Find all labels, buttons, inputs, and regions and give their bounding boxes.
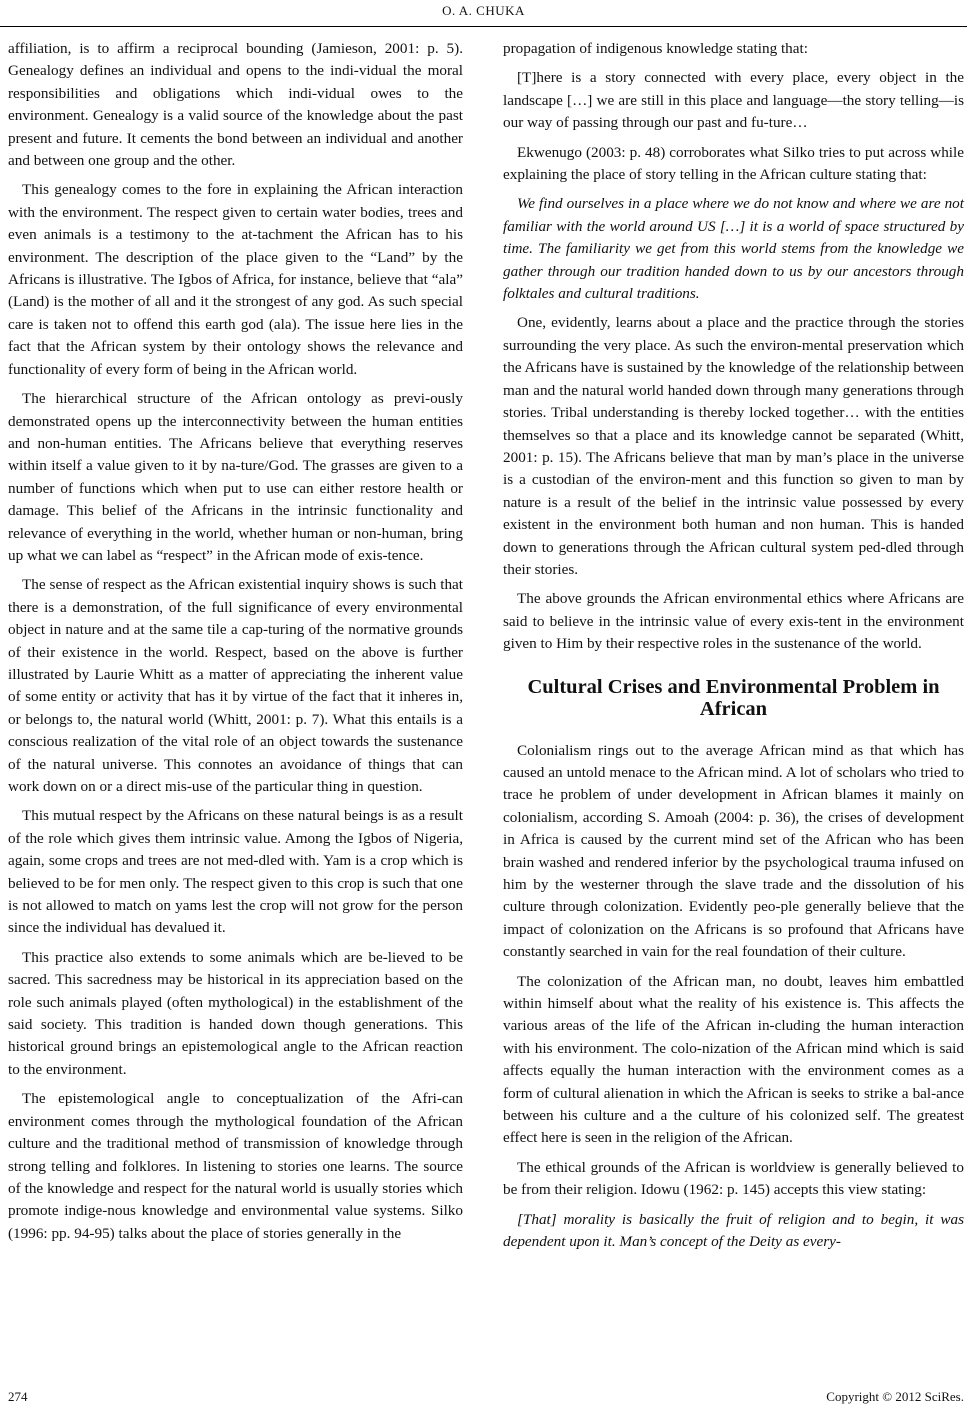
right-paragraph-1: propagation of indigenous knowledge stating that: xyxy=(503,40,808,57)
left-paragraph-7: The epistemological angle to conceptualization of the Afri-can environment comes through the mythological foundation of the African culture and the traditional method of transmission of knowledge through strong telling and folklores. In listening to stories one learns. The source of the knowledge and respect for the natural world is usually stories which promote indige-nous knowledge and environmental value systems. Silko (1996: pp. 94-95) talks about the place of stories generally in the xyxy=(8,1090,463,1242)
left-paragraph-3: The hierarchical structure of the African ontology as previ-ously demonstrated opens up the interconnectivity between the human entities and non-human entities. The Africans believe that everything reserves within itself a value given to it by na-ture/God. The grasses are given to a number of functions which when put to use can either restore health or damage. This belief of the Africans in the intrinsic functionality and relevance of everything in the world, whether human or non-human, bring up what we can label as “respect” in the African mode of exis-tence. xyxy=(8,390,463,564)
right-paragraph-4: The above grounds the African environmental ethics where Africans are said to believe in the intrinsic value of every exis-tent in the environment given to Him by their respective roles in the sustenance of the world. xyxy=(503,590,964,653)
block-quote-idowu: [That] morality is basically the fruit of religion and to begin, it was dependent upon it. Man’s concept of the Deity as every- xyxy=(503,1210,964,1251)
left-column xyxy=(8,38,463,1252)
right-column xyxy=(503,38,964,1261)
header-rule xyxy=(0,26,967,27)
running-head: O. A. CHUKA xyxy=(442,3,525,18)
right-paragraph-3: One, evidently, learns about a place and the practice through the stories surrounding the very place. As such the environ-mental preservation which the Africans have is sustained by the knowledge of the relationship between man and the natural world handed down through many generations through stories. Tribal understanding is thereby locked together… with the entities themselves so that a place and its knowledge cannot be separated (Whitt, 2001: p. 15). The Africans believe that man by man’s place in the universe is a custodian of the environ-ment and this function so given to man by nature is a result of the belief in the intrinsic value possessed by every existent in the environment both human and non human. This is handed down to generations through the African cultural system ped-dled through their stories. xyxy=(503,314,964,578)
block-quote-silko: [T]here is a story connected with every place, every object in the landscape […] we are still in this place and language—the story telling—is our way of passing through our past and fu-ture… xyxy=(503,69,964,132)
left-paragraph-1: affiliation, is to affirm a reciprocal bounding (Jamieson, 2001: p. 5). Genealogy defines an individual and opens to the indi-vidual the moral responsibilities and obligations which indi-vidual owes to the environment. Genealogy is a valid source of the knowledge about the past present and future. It cements the bond between an individual and another and between one group and the other. xyxy=(8,40,463,170)
section-heading: Cultural Crises and Environmental Problem in African xyxy=(527,675,940,720)
block-quote-ekwenugo: We find ourselves in a place where we do not know and where we are not familiar with the world around US […] it is a world of space structured by time. The familiarity we get from this world stems from the knowledge we gather through our tradition handed down to us by our ancestors through folktales and cultural traditions. xyxy=(503,195,964,303)
left-paragraph-4: The sense of respect as the African existential inquiry shows is such that there is a demonstration, of the full significance of every environmental object in nature and at the same tile a cap-turing of the normative grounds of their existence in the world. Respect, based on the above is further illustrated by Laurie Whitt as a matter of appreciating the inherent value of some entity or activity that has it by virtue of the fact that it inheres in, or belongs to, the natural world (Whitt, 2001: p. 7). What this entails is a conscious realization of the vital role of an object towards the sustenance of the natural universe. This connotes an avoidance of things that can work down on or a direct mis-use of the particular thing in question. xyxy=(8,576,463,795)
right-paragraph-5: Colonialism rings out to the average African mind as that which has caused an untold menace to the African mind. A lot of scholars who tried to trace he problem of under development in African blames it mainly on colonialism, according S. Amoah (2004: p. 36), the crises of development in Africa is caused by the current mind set of the African who has been brain washed and rendered inferior by the psychological trauma infused on him by the westerner through the slave trade and the dissolution of his culture through colonization. Evidently peo-ple generally believe that the impact of colonization on the Africans is so profound that Africans have constantly searched in vain for the real foundation of their culture. xyxy=(503,741,964,961)
right-paragraph-7: The ethical grounds of the African is worldview is generally believed to be from their religion. Idowu (1962: p. 145) accepts this view stating: xyxy=(503,1158,964,1199)
left-paragraph-5: This mutual respect by the Africans on these natural beings is as a result of the role which gives them intrinsic value. Among the Igbos of Nigeria, again, some crops and trees are not med-dled with. Yam is a crop which is believed to be for men only. The respect given to this crop is such that one is not allowed to match on yams lest the crop will not grow for the person since the individual has devalued it. xyxy=(8,807,463,937)
page-number: 274 xyxy=(8,1389,28,1404)
right-paragraph-2: Ekwenugo (2003: p. 48) corroborates what Silko tries to put across while explaining the place of story telling in the African culture stating that: xyxy=(503,143,964,184)
left-paragraph-2: This genealogy comes to the fore in explaining the African interaction with the environment. The respect given to certain water bodies, trees and even animals is a testimony to the at-tachment the African has to his environment. The description of the place given to the “Land” by the Africans is illustrative. The Igbos of Africa, for instance, believe that “ala” (Land) is the mother of all and it the strongest of any god. As such special care is taken not to offend this earth god (ala). The issue here lies in the fact that the African system by their ontology shows the relevance and functionality of every form of being in the African world. xyxy=(8,181,463,378)
right-paragraph-6: The colonization of the African man, no doubt, leaves him embattled within himself about what the reality of his existence is. This affects the various areas of the life of the African in-cluding the human interaction with his environment. The colo-nization of the African mind which is said affects equally the human interaction with the environment comes as a form of cultural alienation in which the African is seeks to strike a bal-ance between his culture and a the culture of his colonized self. The greatest effect here is seen in the religion of the African. xyxy=(503,972,964,1147)
left-paragraph-6: This practice also extends to some animals which are be-lieved to be sacred. This sacredness may be historical in its appreciation based on the role such animals played (often mythological) in the establishment of the said society. This tradition is handed down though generations. This historical ground brings an epistemological angle to the African reaction to the environment. xyxy=(8,948,463,1078)
copyright-notice: Copyright © 2012 SciRes. xyxy=(826,1389,964,1404)
